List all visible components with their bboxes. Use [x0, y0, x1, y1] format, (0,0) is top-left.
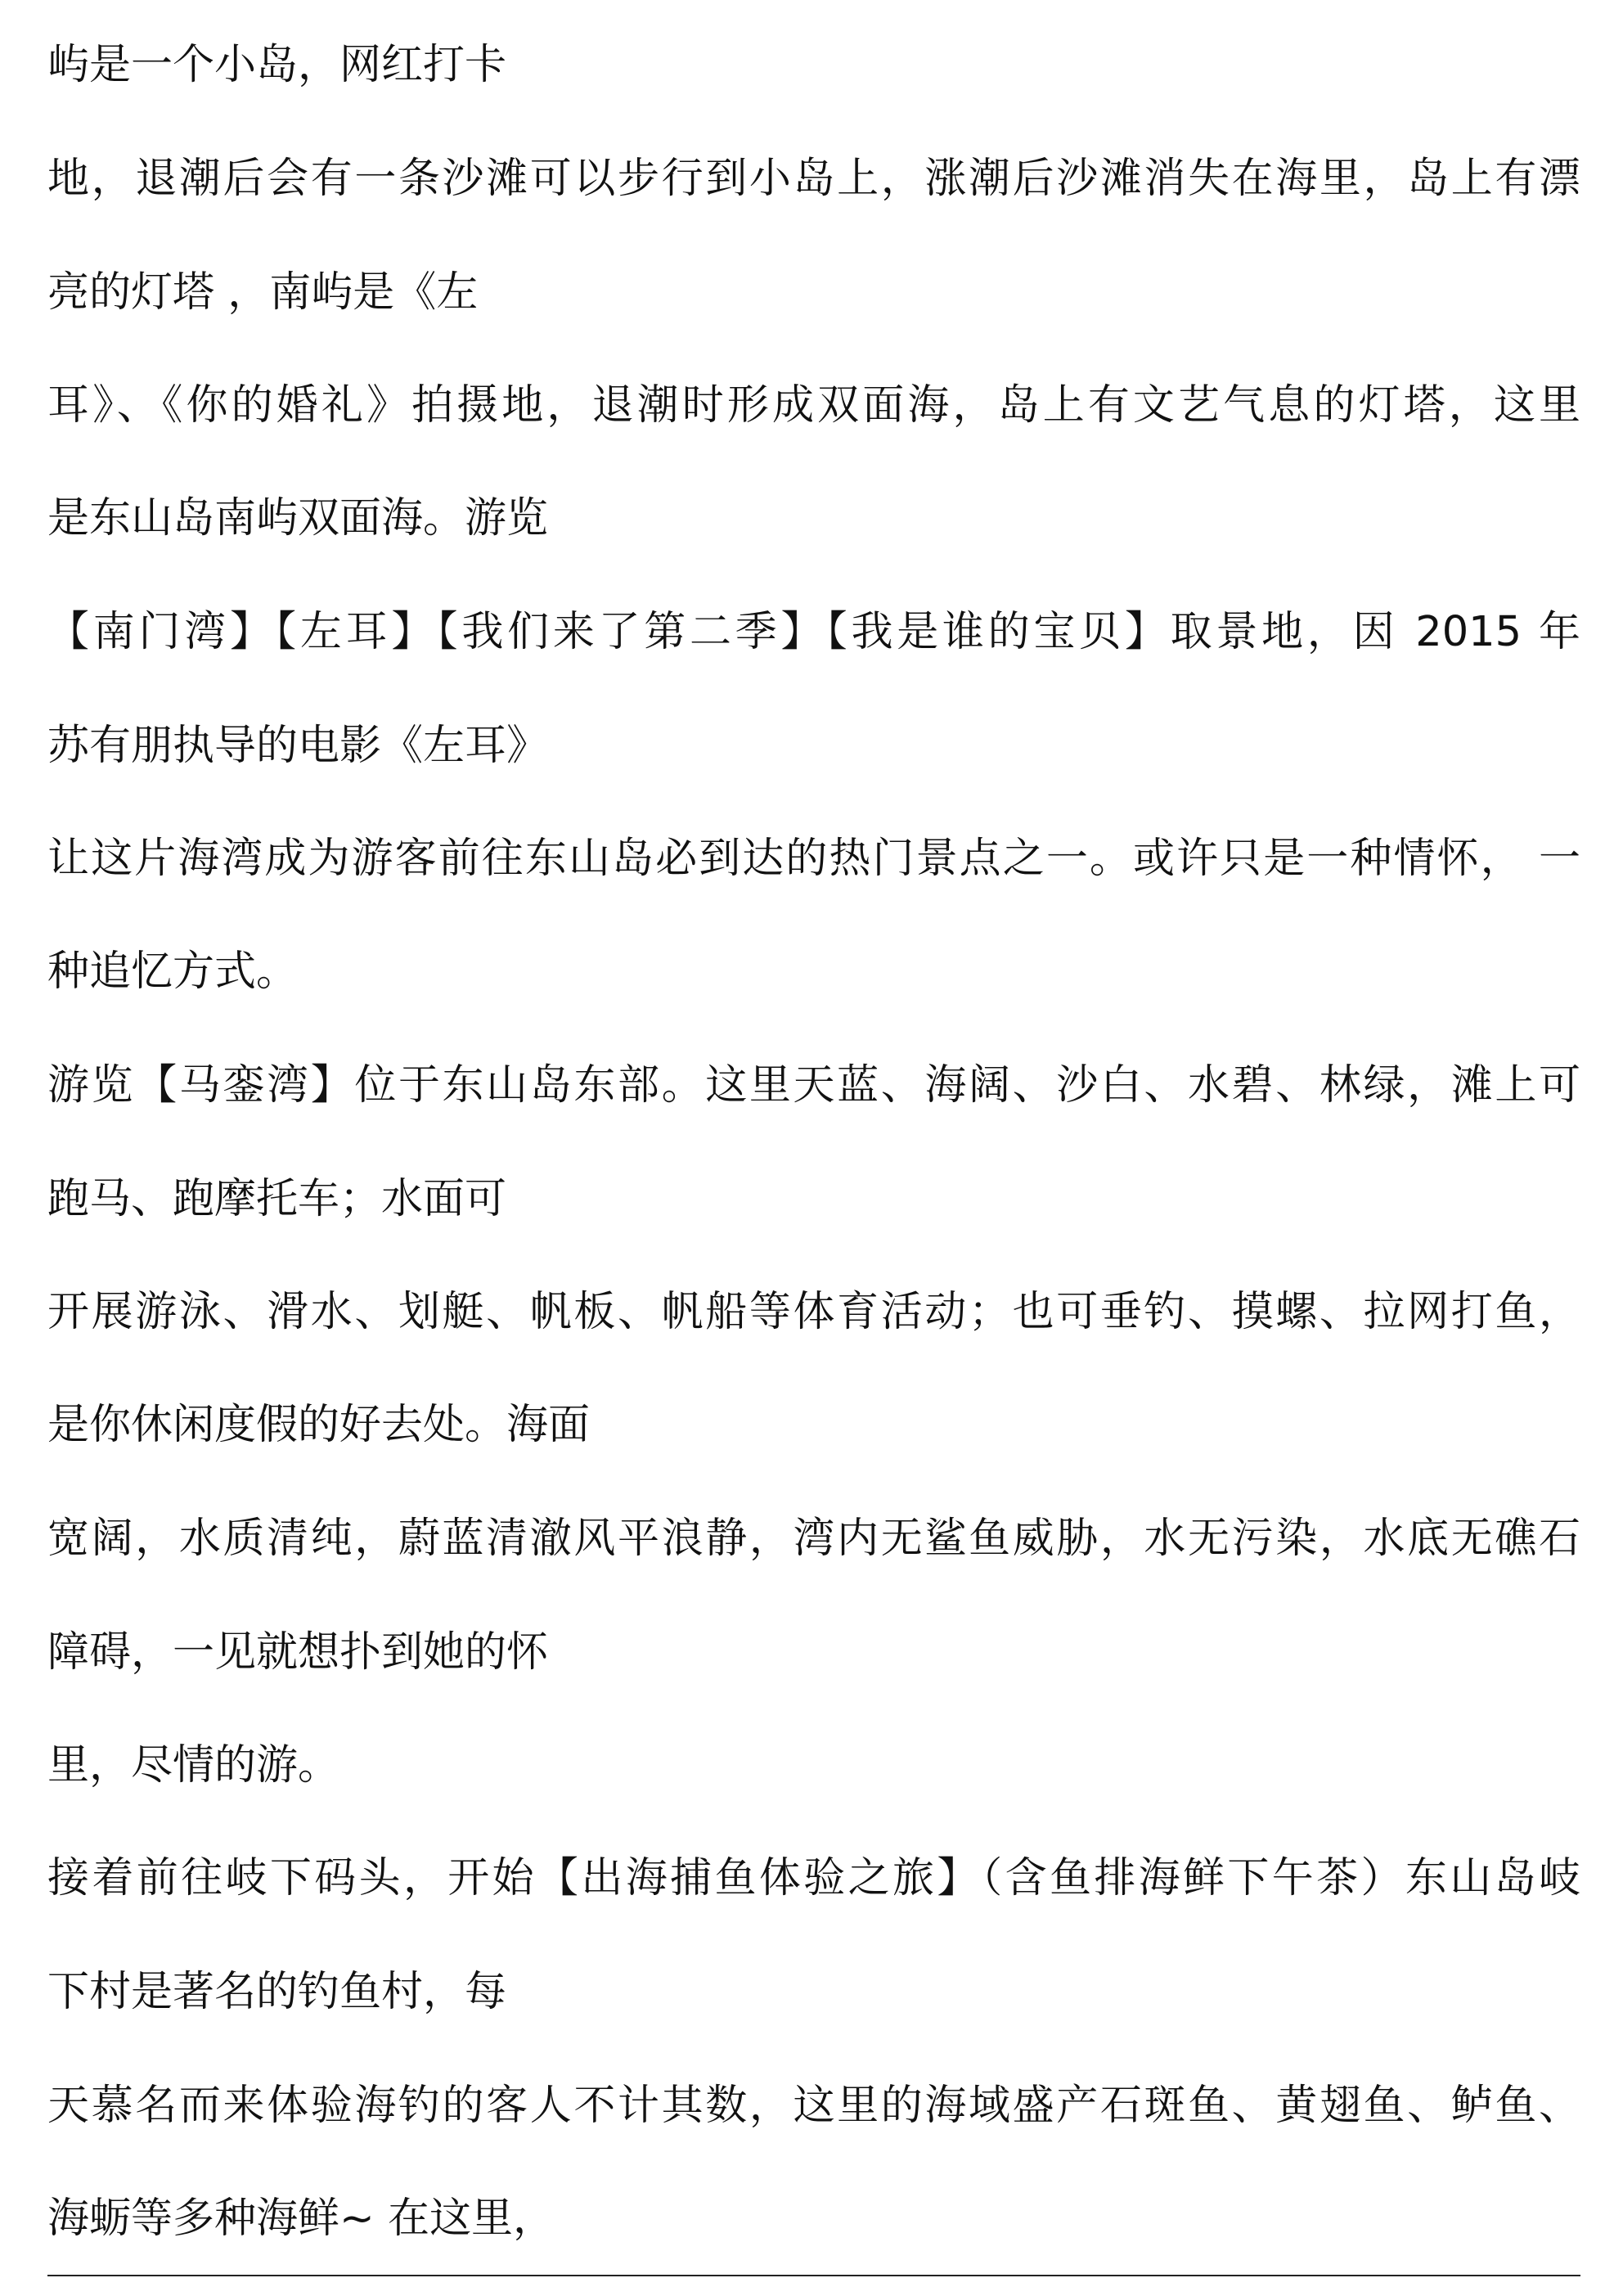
text-line: 亮的灯塔 ，南屿是《左: [47, 268, 479, 317]
text-line: 是你休闲度假的好去处。海面: [47, 1401, 591, 1449]
page-bottom-rule: [47, 2275, 1580, 2276]
text-line: 让这片海湾成为游客前往东山岛必到达的热门景点之一。或许只是一种情怀， 一: [47, 835, 1580, 883]
text-line: 屿是一个小岛，网红打卡: [47, 41, 507, 89]
text-line: 游览【马銮湾】位于东山岛东部。这里天蓝、海阔、沙白、水碧、林绿，滩上可: [47, 1061, 1580, 1110]
text-line: 接着前往岐下码头，开始【出海捕鱼体验之旅】（含鱼排海鲜下午茶）东山岛岐: [47, 1854, 1580, 1902]
text-line: 天慕名而来体验海钓的客人不计其数，这里的海域盛产石斑鱼、黄翅鱼、鲈鱼、: [47, 2082, 1580, 2130]
text-line: 是东山岛南屿双面海。游览: [47, 494, 549, 542]
text-line: 耳》、《你的婚礼》拍摄地，退潮时形成双面海，岛上有文艺气息的灯塔，这里: [47, 381, 1580, 430]
text-line: 里，尽情的游。: [47, 1741, 340, 1790]
text-line: 障碍，一见就想扑到她的怀: [47, 1628, 549, 1677]
text-line: 海蛎等多种海鲜~ 在这里，: [47, 2195, 555, 2243]
text-line: 开展游泳、滑水、划艇、帆板、帆船等体育活动；也可垂钓、摸螺、拉网打鱼，: [47, 1288, 1580, 1336]
text-line: 地，退潮后会有一条沙滩可以步行到小岛上，涨潮后沙滩消失在海里，岛上有漂: [47, 155, 1580, 203]
text-line: 种追忆方式。: [47, 948, 299, 996]
text-line: 苏有朋执导的电影《左耳》: [47, 722, 549, 770]
text-line: 【南门湾】【左耳】【我们来了第二季】【我是谁的宝贝】取景地，因 2015 年: [47, 608, 1580, 656]
text-line: 下村是著名的钓鱼村，每: [47, 1968, 507, 2016]
text-line: 跑马、跑摩托车；水面可: [47, 1175, 507, 1223]
text-line: 宽阔，水质清纯，蔚蓝清澈风平浪静，湾内无鲨鱼威胁，水无污染，水底无礁石: [47, 1515, 1580, 1563]
